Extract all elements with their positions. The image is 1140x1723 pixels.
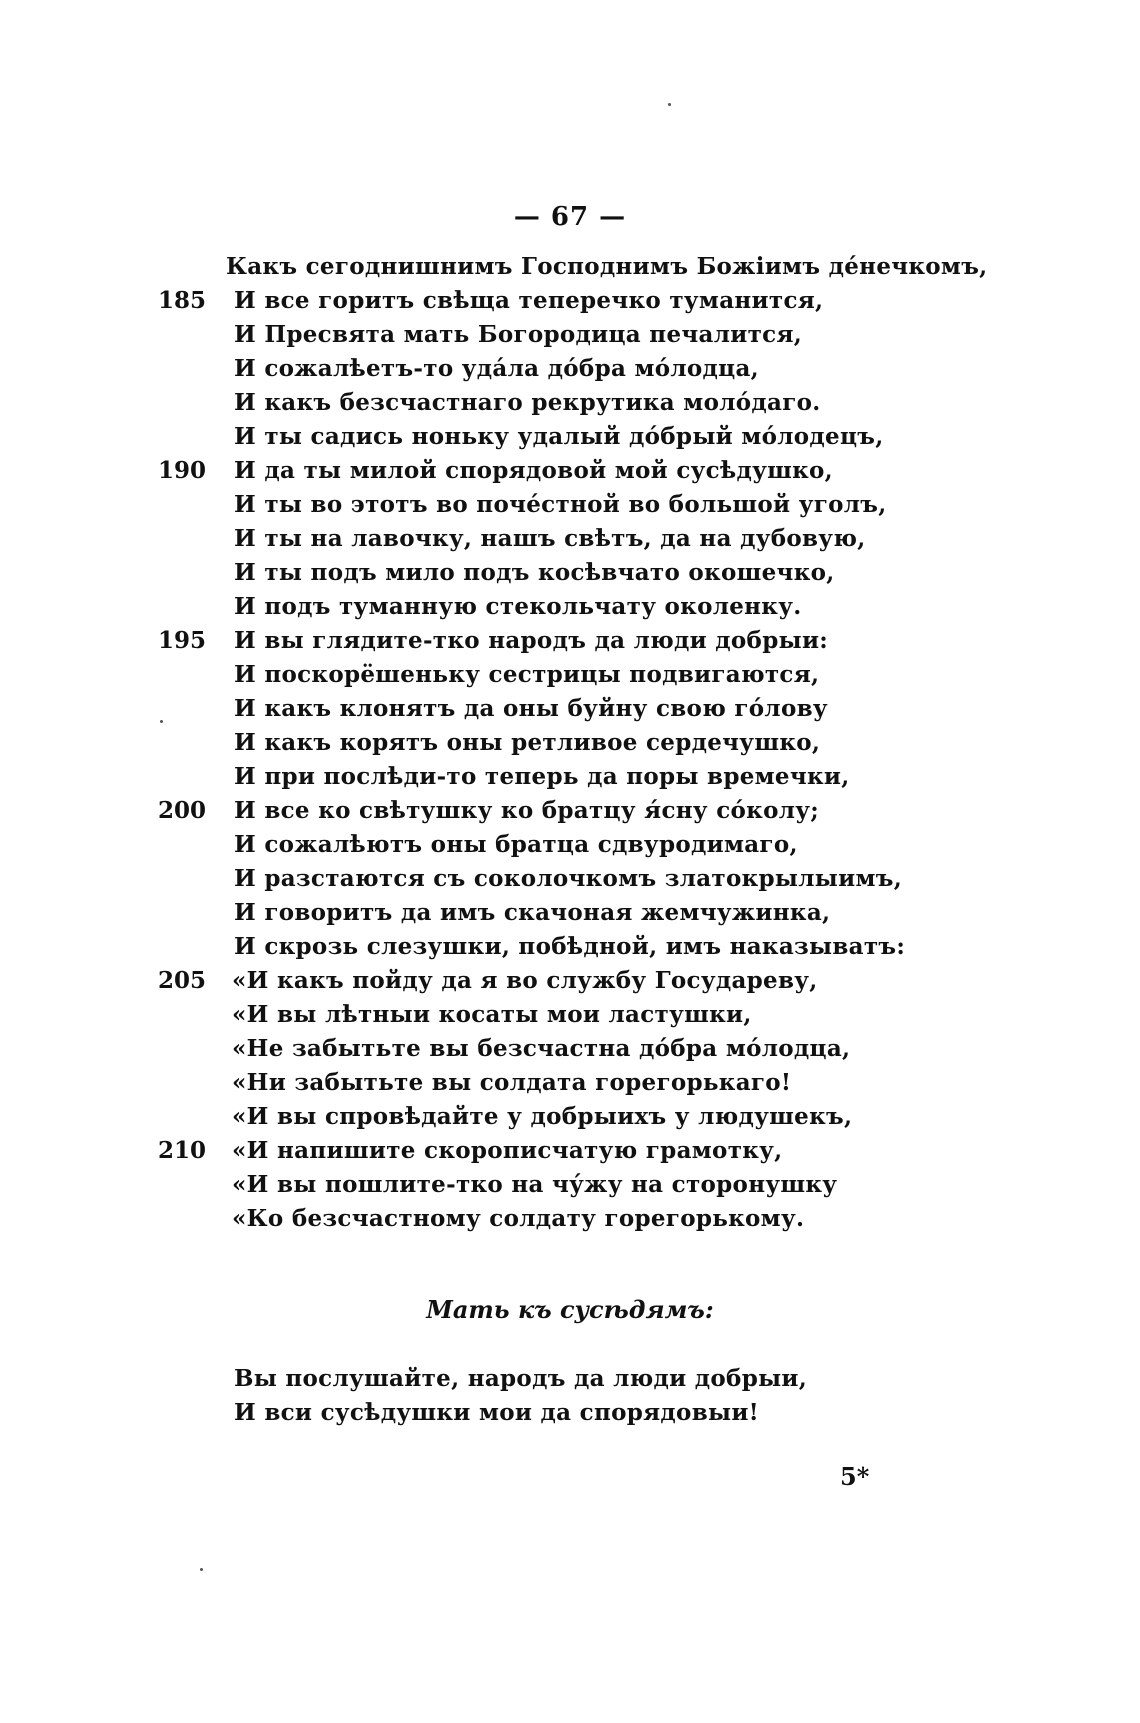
verse-line-text: И какъ безсчастнаго рекрутика моло́даго. <box>234 389 821 416</box>
section-title: Мать къ сусѣдямъ: <box>426 1295 714 1324</box>
verse-line <box>0 1202 1140 1236</box>
signature-mark: 5* <box>840 1462 870 1491</box>
verse-line <box>0 250 1140 284</box>
verse-line-text: И сожалѣетъ-то уда́ла до́бра мо́лодца, <box>234 355 759 382</box>
verse-line <box>0 726 1140 760</box>
verse-line <box>0 556 1140 590</box>
verse-line <box>0 692 1140 726</box>
verse-line <box>0 1168 1140 1202</box>
verse-line <box>0 522 1140 556</box>
verse-line-text: «Ни забытьте вы солдата горегорькаго! <box>232 1069 792 1096</box>
verse-line <box>0 488 1140 522</box>
verse-line <box>0 930 1140 964</box>
verse-line <box>0 1100 1140 1134</box>
line-number: 205 <box>158 967 207 994</box>
verse-line-text: И Пресвята мать Богородица печалится, <box>234 321 803 348</box>
verse-line <box>0 828 1140 862</box>
verse-line <box>0 794 1140 828</box>
verse-line <box>0 658 1140 692</box>
verse-line <box>0 284 1140 318</box>
verse-line <box>0 420 1140 454</box>
tail-verse-line <box>0 1362 1140 1396</box>
verse-line-text: И какъ клонятъ да оны буйну свою го́лову <box>234 695 828 722</box>
verse-line <box>0 454 1140 488</box>
verse-line <box>0 964 1140 998</box>
tail-verse-line-text: Вы послушайте, народъ да люди добрыи, <box>234 1365 808 1392</box>
verse-line <box>0 998 1140 1032</box>
page-speck <box>200 1568 203 1571</box>
verse-line-text: И ты садись ноньку удалый до́брый мо́лодецъ, <box>234 423 884 450</box>
verse-line-text: И говоритъ да имъ скачоная жемчужинка, <box>234 899 831 926</box>
page-number: — 67 — <box>513 202 627 232</box>
verse-line-text: «Ко безсчастному солдату горегорькому. <box>232 1205 805 1232</box>
line-number: 210 <box>158 1137 207 1164</box>
verse-line-text: И скрозь слезушки, побѣдной, имъ наказыватъ: <box>234 933 906 960</box>
tail-verse-line <box>0 1396 1140 1430</box>
verse-line-text: «И вы спровѣдайте у добрыихъ у людушекъ, <box>232 1103 853 1130</box>
verse-line <box>0 760 1140 794</box>
verse-line-text: «И какъ пойду да я во службу Государеву, <box>232 967 818 994</box>
verse-line-text: «И напишите скорописчатую грамотку, <box>232 1137 783 1164</box>
verse-line <box>0 386 1140 420</box>
verse-line <box>0 590 1140 624</box>
verse-line-text: И да ты милой спорядовой мой сусѣдушко, <box>234 457 833 484</box>
verse-line <box>0 352 1140 386</box>
verse-line-text: И вы глядите-тко народъ да люди добрыи: <box>234 627 829 654</box>
verse-line <box>0 1134 1140 1168</box>
line-number: 185 <box>158 287 207 314</box>
tail-verse-block <box>0 1362 1140 1430</box>
tail-verse-line-text: И вси сусѣдушки мои да спорядовыи! <box>234 1399 760 1426</box>
verse-line-text: «И вы лѣтныи косаты мои ластушки, <box>232 1001 752 1028</box>
verse-line-text: И ты во этотъ во поче́стной во большой уголъ, <box>234 491 887 518</box>
verse-line-text: Какъ сегоднишнимъ Господнимъ Божіимъ де́нечкомъ, <box>226 253 988 280</box>
verse-line-text: И все ко свѣтушку ко братцу я́сну со́колу; <box>234 797 820 824</box>
page-speck <box>668 103 671 106</box>
verse-line <box>0 1066 1140 1100</box>
line-number: 200 <box>158 797 207 824</box>
verse-line-text: И при послѣди-то теперь да поры времечки, <box>234 763 850 790</box>
page-speck <box>160 720 163 723</box>
verse-line-text: И ты на лавочку, нашъ свѣтъ, да на дубовую, <box>234 525 866 552</box>
verse-line-text: И поскорёшеньку сестрицы подвигаются, <box>234 661 820 688</box>
verse-line <box>0 1032 1140 1066</box>
verse-line <box>0 862 1140 896</box>
verse-line-text: И сожалѣютъ оны братца сдвуродимаго, <box>234 831 798 858</box>
line-number: 190 <box>158 457 207 484</box>
line-number: 195 <box>158 627 207 654</box>
verse-line-text: «Не забытьте вы безсчастна до́бра мо́лодца, <box>232 1035 851 1062</box>
verse-line-text: И подъ туманную стекольчату околенку. <box>234 593 802 620</box>
verse-block <box>0 250 1140 1236</box>
verse-line <box>0 896 1140 930</box>
verse-line-text: И ты подъ мило подъ косѣвчато окошечко, <box>234 559 835 586</box>
verse-line <box>0 318 1140 352</box>
verse-line-text: И все горитъ свѣща теперечко туманится, <box>234 287 824 314</box>
verse-line-text: И какъ корятъ оны ретливое сердечушко, <box>234 729 821 756</box>
verse-line-text: «И вы пошлите-тко на чу́жу на сторонушку <box>232 1171 838 1198</box>
verse-line-text: И разстаются съ соколочкомъ златокрылыимъ, <box>234 865 903 892</box>
verse-line <box>0 624 1140 658</box>
